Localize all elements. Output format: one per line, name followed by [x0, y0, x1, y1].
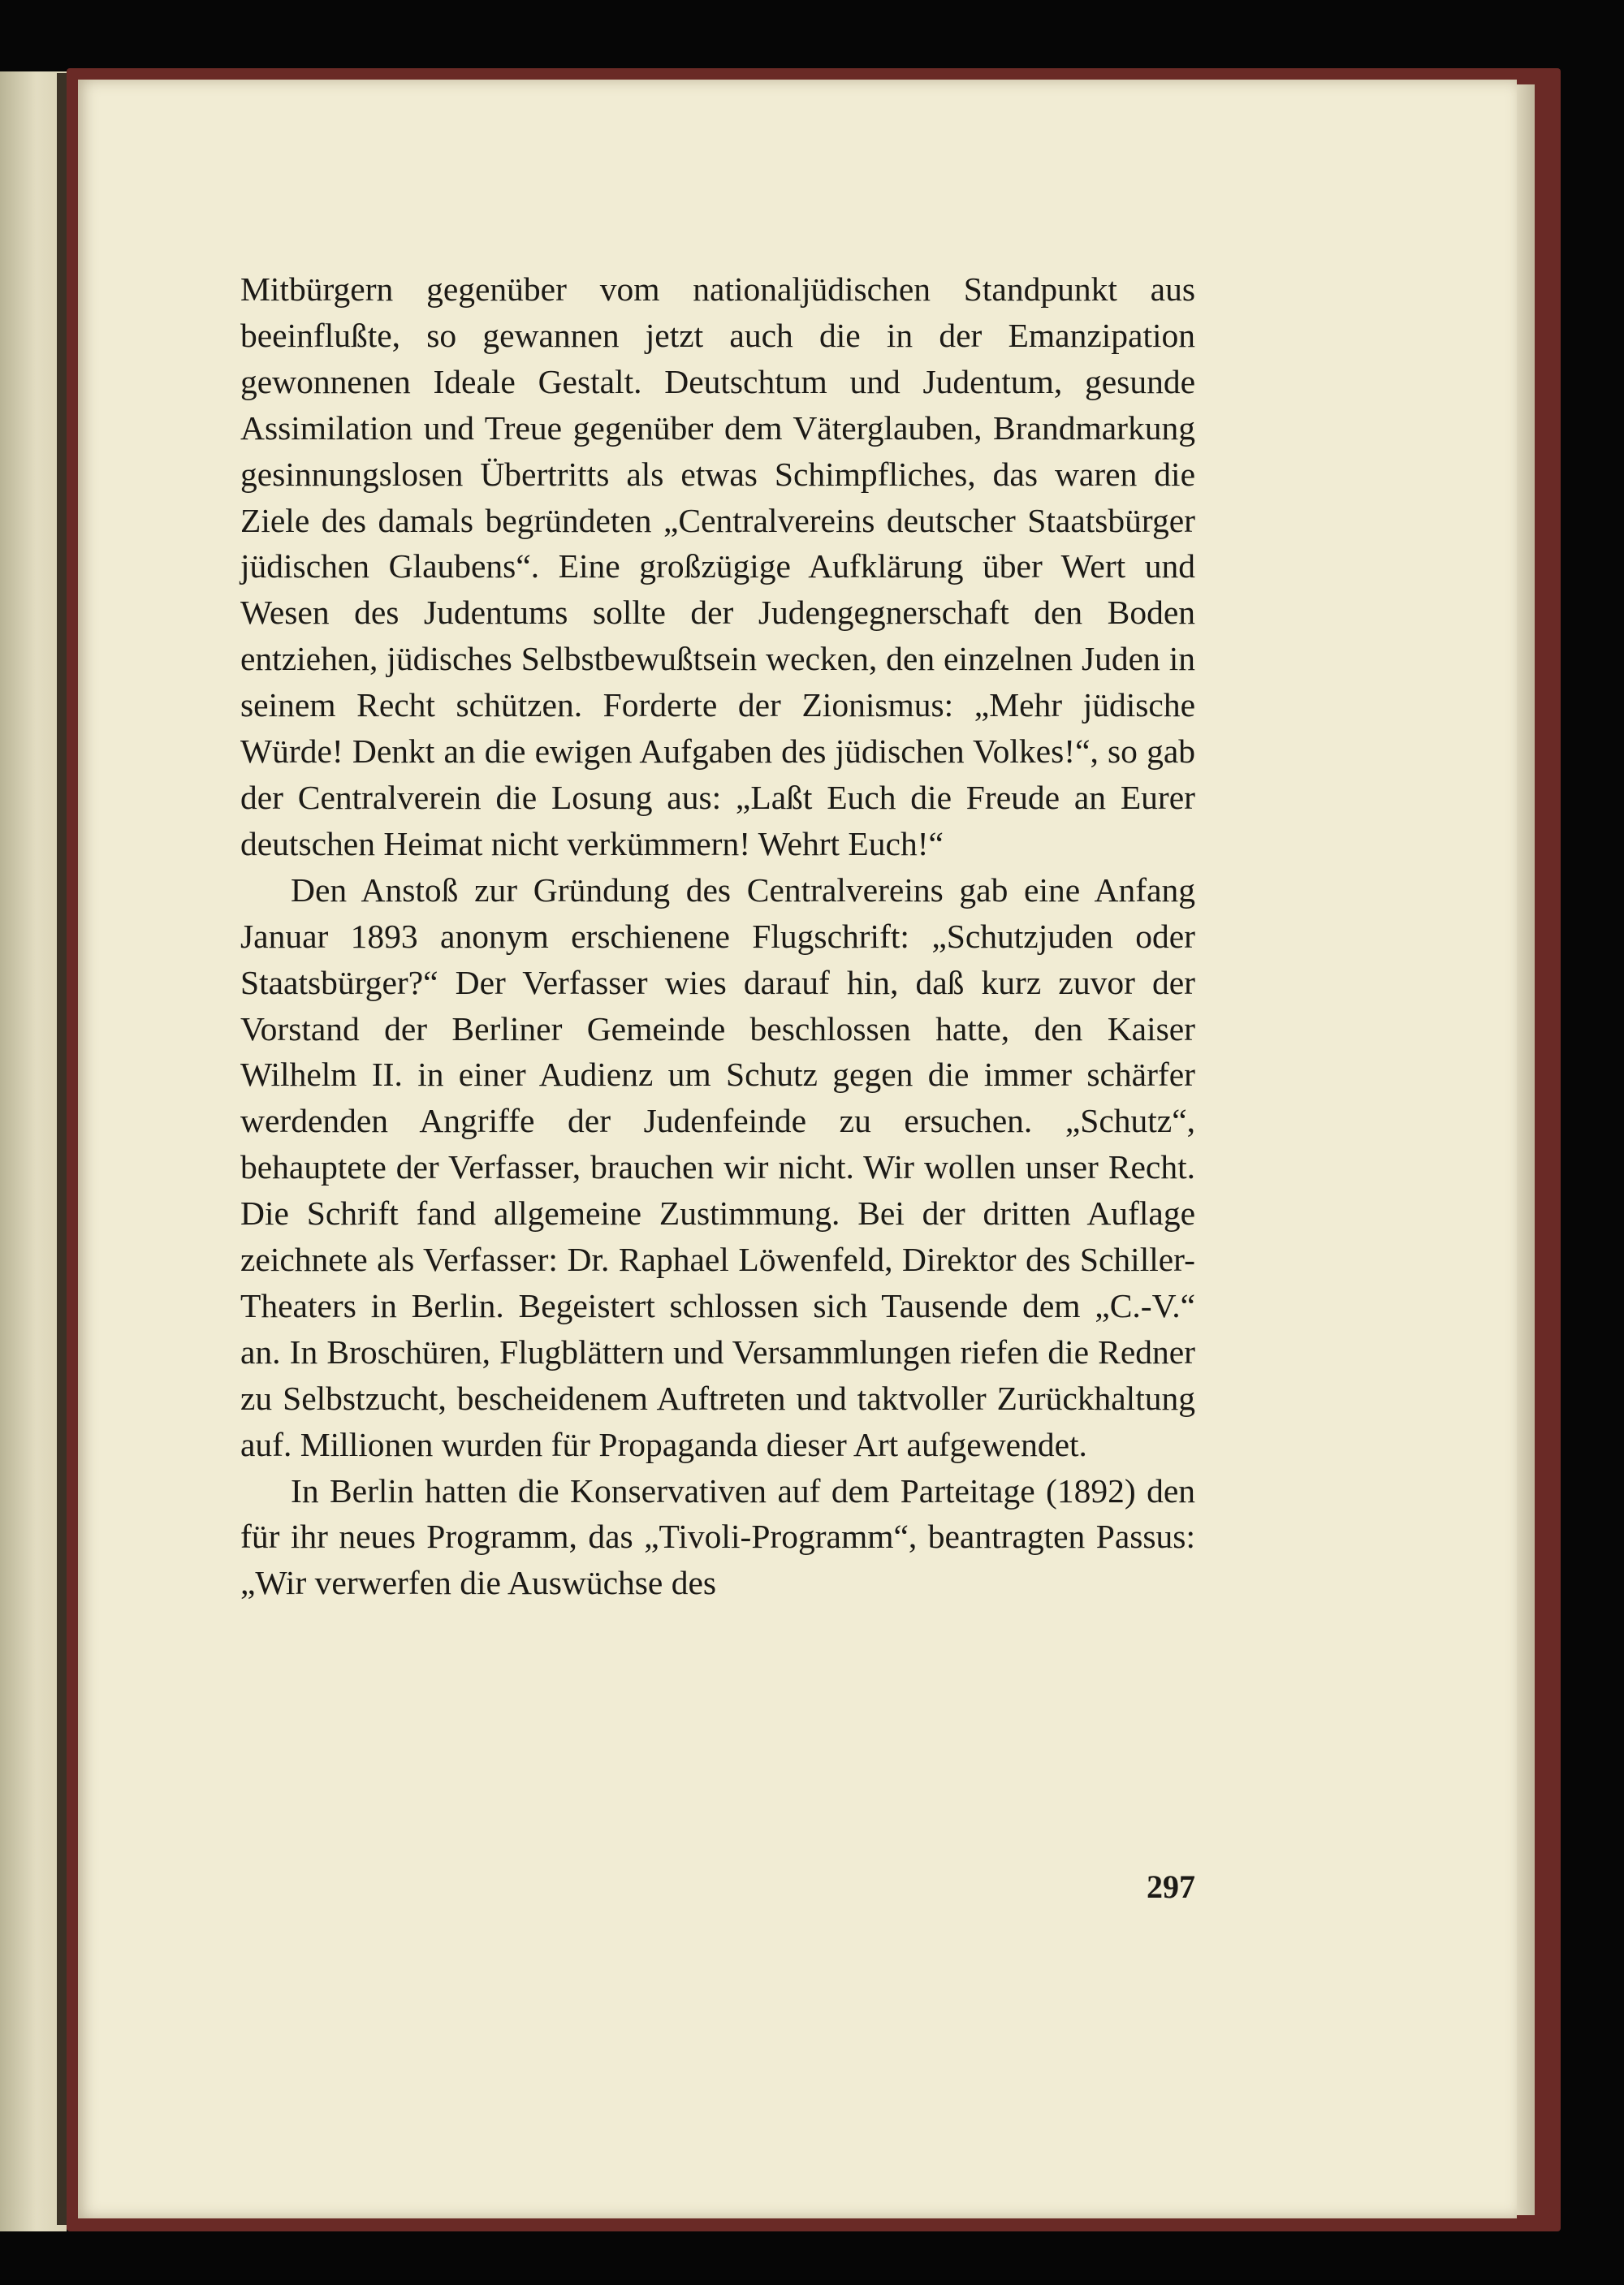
body-text [240, 266, 1195, 1606]
page-number: 297 [1147, 1868, 1195, 1905]
paragraph-2: Den Anstoß zur Gründung des Centralvereins gab eine Anfang Januar 1893 anonym erschienene Flugschrift: „Schutzjuden oder Staatsbürger?“ Der Verfasser wies darauf hin, daß kurz zuvor der Vorstand der Berliner Gemeinde beschlossen hatte, den Kaiser Wilhelm II. in einer Audienz um Schutz gegen die immer schärfer werdenden Angriffe der Judenfeinde zu ersuchen. „Schutz“, behauptete der Verfasser, brauchen wir nicht. Wir wollen unser Recht. Die Schrift fand allgemeine Zustimmung. Bei der dritten Auflage zeichnete als Verfasser: Dr. Raphael Löwenfeld, Direktor des Schiller-Theaters in Berlin. Begeistert schlossen sich Tausende dem „C.-V.“ an. In Broschüren, Flugblättern und Versammlungen riefen die Redner zu Selbstzucht, bescheidenem Auftreten und taktvoller Zurückhaltung auf. Millionen wurden für Propaganda dieser Art aufgewendet. [240, 870, 1195, 1463]
paragraph-3: In Berlin hatten die Konservativen auf dem Parteitage (1892) den für ihr neues Programm, das „Tivoli-Programm“, beantragten Passus: „Wir verwerfen die Auswüchse des [240, 1471, 1195, 1602]
paragraph-1: Mitbürgern gegenüber vom nationaljüdischen Standpunkt aus beeinflußte, so gewannen jetzt auch die in der Emanzipation gewonnenen Ideale Gestalt. Deutschtum und Judentum, gesunde Assimilation und Treue gegenüber dem Väterglauben, Brandmarkung gesinnungslosen Übertritts als etwas Schimpfliches, das waren die Ziele des damals begründeten „Centralvereins deutscher Staatsbürger jüdischen Glaubens“. Eine großzügige Aufklärung über Wert und Wesen des Judentums sollte der Judengegnerschaft den Boden entziehen, jüdisches Selbstbewußtsein wecken, den einzelnen Juden in seinem Recht schützen. Forderte der Zionismus: „Mehr jüdische Würde! Denkt an die ewigen Aufgaben des jüdischen Volkes!“, so gab der Centralverein die Losung aus: „Laßt Euch die Freude an Eurer deutschen Heimat nicht verkümmern! Wehrt Euch!“ [240, 270, 1195, 862]
page-stack-edge [1517, 84, 1535, 2215]
